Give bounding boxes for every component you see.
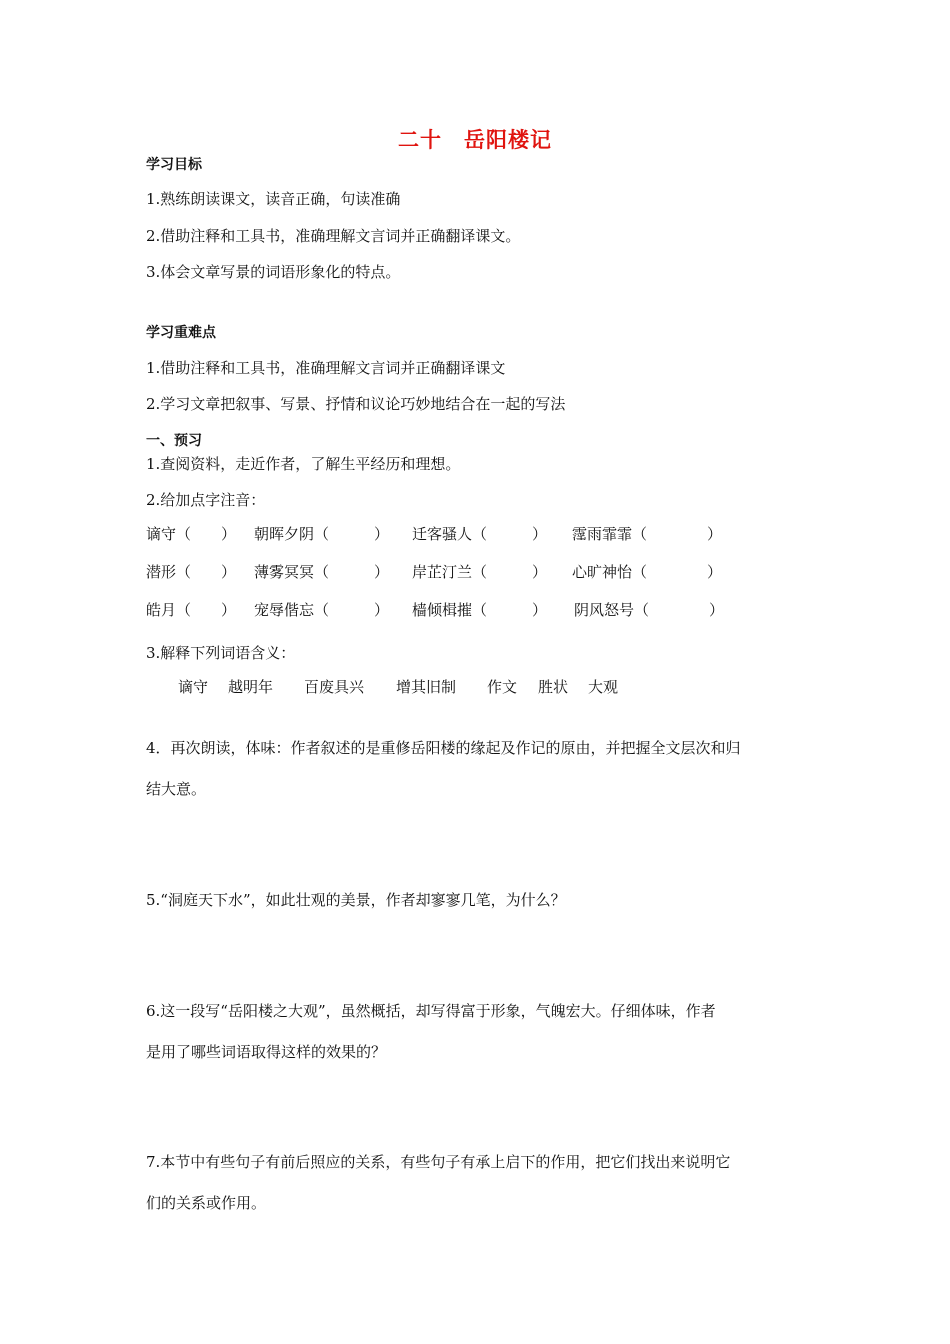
preview-question-6-line-2: 是用了哪些词语取得这样的效果的？ xyxy=(146,1043,387,1061)
pinyin-item: 朝晖夕阴（ ） xyxy=(254,525,390,543)
preview-question-2: 2.给加点字注音： xyxy=(146,491,266,509)
pinyin-item: 樯倾楫摧（ ） xyxy=(412,601,548,619)
vocab-word: 作文 xyxy=(487,678,518,696)
pinyin-item: 谪守（ ） xyxy=(146,525,237,543)
pinyin-item: 岸芷汀兰（ ） xyxy=(412,563,548,581)
pinyin-item: 心旷神怡（ ） xyxy=(572,563,723,581)
preview-question-4-line-2: 结大意。 xyxy=(146,780,207,798)
pinyin-item: 潜形（ ） xyxy=(146,563,237,581)
vocab-word: 谪守 xyxy=(178,678,209,696)
key-point-item-1: 1.借助注释和工具书，准确理解文言词并正确翻译课文 xyxy=(146,359,506,377)
preview-question-6-line-1: 6.这一段写“岳阳楼之大观”，虽然概括，却写得富于形象，气魄宏大。仔细体味，作者 xyxy=(146,1002,716,1020)
pinyin-item: 宠辱偕忘（ ） xyxy=(254,601,390,619)
vocab-word: 胜状 xyxy=(538,678,569,696)
key-point-item-2: 2.学习文章把叙事、写景、抒情和议论巧妙地结合在一起的写法 xyxy=(146,395,566,413)
preview-question-3: 3.解释下列词语含义： xyxy=(146,644,296,662)
vocab-word: 大观 xyxy=(588,678,619,696)
pinyin-item: 薄雾冥冥（ ） xyxy=(254,563,390,581)
pinyin-item: 阴风怒号（ ） xyxy=(574,601,725,619)
pinyin-item: 皓月（ ） xyxy=(146,601,237,619)
key-points-heading: 学习重难点 xyxy=(146,325,216,341)
preview-heading: 一、预习 xyxy=(146,433,202,449)
preview-question-5: 5.“洞庭天下水”，如此壮观的美景，作者却寥寥几笔，为什么？ xyxy=(146,891,566,909)
goal-item-3: 3.体会文章写景的词语形象化的特点。 xyxy=(146,263,401,281)
goal-item-2: 2.借助注释和工具书，准确理解文言词并正确翻译课文。 xyxy=(146,227,521,245)
vocab-word: 百废具兴 xyxy=(304,678,365,696)
preview-question-7-line-1: 7.本节中有些句子有前后照应的关系，有些句子有承上启下的作用，把它们找出来说明它 xyxy=(146,1153,731,1171)
goal-item-1: 1.熟练朗读课文，读音正确，句读准确 xyxy=(146,190,401,208)
preview-question-1: 1.查阅资料，走近作者，了解生平经历和理想。 xyxy=(146,455,461,473)
preview-question-4-line-1: 4．再次朗读，体味：作者叙述的是重修岳阳楼的缘起及作记的原由，并把握全文层次和归 xyxy=(146,739,741,757)
goals-heading: 学习目标 xyxy=(146,157,202,173)
pinyin-item: 霪雨霏霏（ ） xyxy=(572,525,723,543)
vocab-word: 越明年 xyxy=(228,678,274,696)
vocab-word: 增其旧制 xyxy=(396,678,457,696)
page-title: 二十 岳阳楼记 xyxy=(398,127,552,152)
preview-question-7-line-2: 们的关系或作用。 xyxy=(146,1194,267,1212)
pinyin-item: 迁客骚人（ ） xyxy=(412,525,548,543)
